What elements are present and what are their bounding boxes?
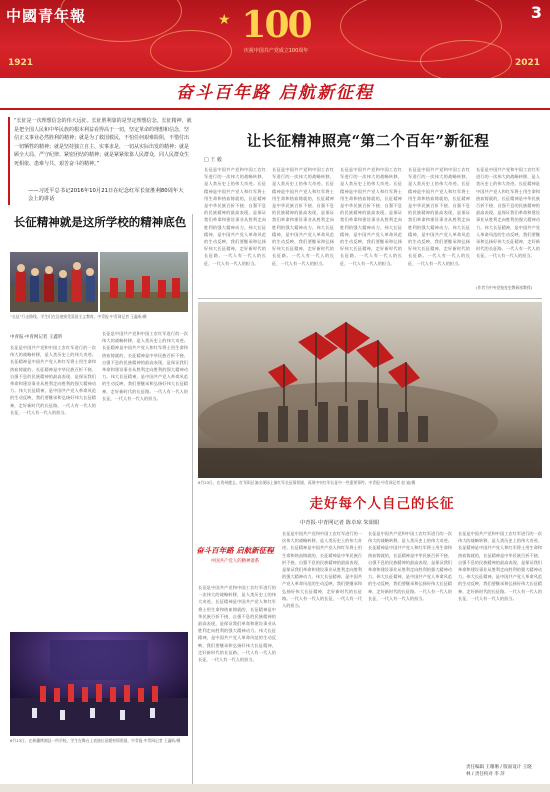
bottom-decoration: [0, 784, 550, 792]
article3-byline: 中青报·中青网记者 陈卓琼 朱娟娟: [300, 520, 380, 526]
main-photo-art: [198, 302, 542, 478]
quote-source: ——习近平总书记2016年10月21日在纪念红军长征胜利80周年大会上的讲话: [28, 188, 184, 202]
march-photo-art: [100, 252, 188, 312]
article1-byline: □ 王 毅: [204, 157, 222, 163]
article1-col2: 长征是中国共产党和中国工农红军进行的一次伟大的战略转移，是人类历史上的伟大奇迹。长征精神是中国共产党人和红军将士用生命和热血铸就的，长征精神是中华民族百折不挠、自强不息的民族精神的最高表现，是保证我们革命和建设事业从胜利走向胜利的强大精神动力。伟大长征精神，是中国共产党人革命风范的生动反映，我们要继承和弘扬好伟大长征精神，走好新时代的长征路。一代人有一代人的长征，一代人有一代人的担当。: [272, 167, 334, 266]
article2-headline: 长征精神就是这所学校的精神底色: [13, 215, 187, 229]
article1-signature: (作者为中央党校党史教研部教授): [476, 285, 533, 290]
article1-col1: 长征是中国共产党和中国工农红军进行的一次伟大的战略转移，是人类历史上的伟大奇迹。长征精神是中国共产党人和红军将士用生命和热血铸就的，长征精神是中华民族百折不挠、自强不息的民族精神的最高表现，是保证我们革命和建设事业从胜利走向胜利的强大精神动力。伟大长征精神，是中国共产党人革命风范的生动反映，我们要继承和弘扬好伟大长征精神，走好新时代的长征路。一代人有一代人的长征，一代人有一代人的担当。: [204, 167, 266, 266]
article3-col2: 长征是中国共产党和中国工农红军进行的一次伟大的战略转移，是人类历史上的伟大奇迹。长征精神是中国共产党人和红军将士用生命和热血铸就的，长征精神是中华民族百折不挠、自强不息的民族精神的最高表现，是保证我们革命和建设事业从胜利走向胜利的强大精神动力。伟大长征精神，是中国共产党人革命风范的生动反映，我们要继承和弘扬好伟大长征精神，走好新时代的长征路。一代人有一代人的长征，一代人有一代人的担当。: [282, 531, 362, 609]
series-logo-subtitle: 中国共产党人的精神谱系: [210, 559, 260, 564]
article3-headline: 走好每个人自己的长征: [309, 496, 455, 512]
article3-col3: 长征是中国共产党和中国工农红军进行的一次伟大的战略转移，是人类历史上的伟大奇迹。长征精神是中国共产党人和红军将士用生命和热血铸就的，长征精神是中华民族百折不挠、自强不息的民族精神的最高表现，是保证我们革命和建设事业从胜利走向胜利的强大精神动力。伟大长征精神，是中国共产党人革命风范的生动反映，我们要继承和弘扬好伟大长征精神，走好新时代的长征路。一代人有一代人的长征，一代人有一代人的担当。: [368, 531, 452, 601]
masthead-banner: [0, 0, 550, 78]
page-number: 3: [530, 3, 542, 22]
divider: [198, 298, 542, 299]
centenary-emblem: [226, 2, 326, 62]
section-band: [0, 78, 550, 108]
article1-col3: 长征是中国共产党和中国工农红军进行的一次伟大的战略转移，是人类历史上的伟大奇迹。长征精神是中国共产党人和红军将士用生命和热血铸就的，长征精神是中华民族百折不挠、自强不息的民族精神的最高表现，是保证我们革命和建设事业从胜利走向胜利的强大精神动力。伟大长征精神，是中国共产党人革命风范的生动反映，我们要继承和弘扬好伟大长征精神，走好新时代的长征路。一代人有一代人的长征，一代人有一代人的担当。: [340, 167, 402, 266]
section-title: 奋斗百年路 启航新征程: [176, 83, 374, 103]
article3-col1: 长征是中国共产党和中国工农红军进行的一次伟大的战略转移，是人类历史上的伟大奇迹。长征精神是中国共产党人和红军将士用生命和热血铸就的，长征精神是中华民族百折不挠、自强不息的民族精神的最高表现，是保证我们革命和建设事业从胜利走向胜利的强大精神动力。伟大长征精神，是中国共产党人革命风范的生动反映，我们要继承和弘扬好伟大长征精神，走好新时代的长征路。一代人有一代人的长征，一代人有一代人的担当。: [198, 585, 276, 663]
main-photo-caption: 6月23日，在贵州遵义，红军街区演出现场上演红军长征情景剧，再现中央红军长征中一些重要事件。中青报·中青网记者 赵 迪/摄: [198, 480, 416, 485]
cloud-pattern: [150, 30, 232, 72]
xi-quote: “长征是一次理想信念的伟大远征。长征胜利靠的是坚定理想信念。长征精神，就是把全国人民和中华民族的根本利益看得高于一切，坚定革命的理想和信念，坚信正义事业必然胜利的精神；就是为了救国救民，不怕任何艰难险阻，不惜付出一切牺牲的精神；就是坚持独立自主、实事求是，一切从实际出发的精神；就是顾全大局、严守纪律、紧密团结的精神；就是紧紧依靠人民群众，同人民群众生死相依、患难与共、艰苦奋斗的精神。”: [8, 117, 192, 205]
students-photo: [10, 252, 98, 312]
article2-col2: 长征是中国共产党和中国工农红军进行的一次伟大的战略转移，是人类历史上的伟大奇迹。长征精神是中国共产党人和红军将士用生命和热血铸就的，长征精神是中华民族百折不挠、自强不息的民族精神的最高表现，是保证我们革命和建设事业从胜利走向胜利的强大精神动力。伟大长征精神，是中国共产党人革命风范的生动反映，我们要继承和弘扬好伟大长征精神，走好新时代的长征路。一代人有一代人的长征，一代人有一代人的担当。: [102, 331, 188, 401]
star-icon: ★: [218, 12, 231, 28]
students-photo-art: [10, 252, 98, 312]
cloud-pattern: [420, 40, 512, 78]
series-logo: [196, 544, 274, 578]
students-photo-caption: “长征”行走路线，学生们在沿途接受爱国主义教育。中青报·中青网记者 王鑫昕/摄: [10, 314, 147, 319]
article2-col1: 长征是中国共产党和中国工农红军进行的一次伟大的战略转移，是人类历史上的伟大奇迹。长征精神是中国共产党人和红军将士用生命和热血铸就的，长征精神是中华民族百折不挠、自强不息的民族精神的最高表现，是保证我们革命和建设事业从胜利走向胜利的强大精神动力。伟大长征精神，是中国共产党人革命风范的生动反映，我们要继承和弘扬好伟大长征精神，走好新时代的长征路。一代人有一代人的长征，一代人有一代人的担当。: [10, 345, 96, 415]
year-right: 2021: [514, 58, 540, 68]
article2-byline: 中青报·中青网记者 王鑫昕: [10, 335, 63, 340]
stage-photo: [10, 632, 188, 736]
band-rule: [0, 108, 550, 110]
article1-headline: 让长征精神照亮“第二个百年”新征程: [246, 133, 490, 150]
article1-col5: 长征是中国共产党和中国工农红军进行的一次伟大的战略转移，是人类历史上的伟大奇迹。长征精神是中国共产党人和红军将士用生命和热血铸就的，长征精神是中华民族百折不挠、自强不息的民族精神的最高表现，是保证我们革命和建设事业从胜利走向胜利的强大精神动力。伟大长征精神，是中国共产党人革命风范的生动反映，我们要继承和弘扬好伟大长征精神，走好新时代的长征路。一代人有一代人的长征，一代人有一代人的担当。: [476, 167, 540, 259]
march-photo: [100, 252, 188, 312]
article3-col4: 长征是中国共产党和中国工农红军进行的一次伟大的战略转移，是人类历史上的伟大奇迹。长征精神是中国共产党人和红军将士用生命和热血铸就的，长征精神是中华民族百折不挠、自强不息的民族精神的最高表现，是保证我们革命和建设事业从胜利走向胜利的强大精神动力。伟大长征精神，是中国共产党人革命风范的生动反映，我们要继承和弘扬好伟大长征精神，走好新时代的长征路。一代人有一代人的长征，一代人有一代人的担当。: [458, 531, 542, 601]
series-logo-title: 奋斗百年路 启航新征程: [196, 546, 274, 555]
emblem-number: 100: [241, 4, 311, 46]
stage-photo-art: [10, 632, 188, 736]
paper-name: 中國青年報: [6, 7, 87, 25]
stage-photo-caption: 6月13日，在新疆博湖县一所学校，学生在舞台上表演长征题材情景剧。中青报·中青网记者 王鑫昕/摄: [10, 738, 181, 743]
year-left: 1921: [8, 58, 34, 68]
article1-col4: 长征是中国共产党和中国工农红军进行的一次伟大的战略转移，是人类历史上的伟大奇迹。长征精神是中国共产党人和红军将士用生命和热血铸就的，长征精神是中华民族百折不挠、自强不息的民族精神的最高表现，是保证我们革命和建设事业从胜利走向胜利的强大精神动力。伟大长征精神，是中国共产党人革命风范的生动反映，我们要继承和弘扬好伟大长征精神，走好新时代的长征路。一代人有一代人的长征，一代人有一代人的担当。: [408, 167, 470, 266]
divider: [192, 214, 193, 784]
main-photo: [198, 302, 542, 478]
emblem-caption: 庆祝中国共产党成立100周年: [243, 48, 309, 54]
editor-credits: 责任编辑 王珊珊 / 版面设计 王晓林 / 责任校对 李 萍: [466, 765, 532, 777]
